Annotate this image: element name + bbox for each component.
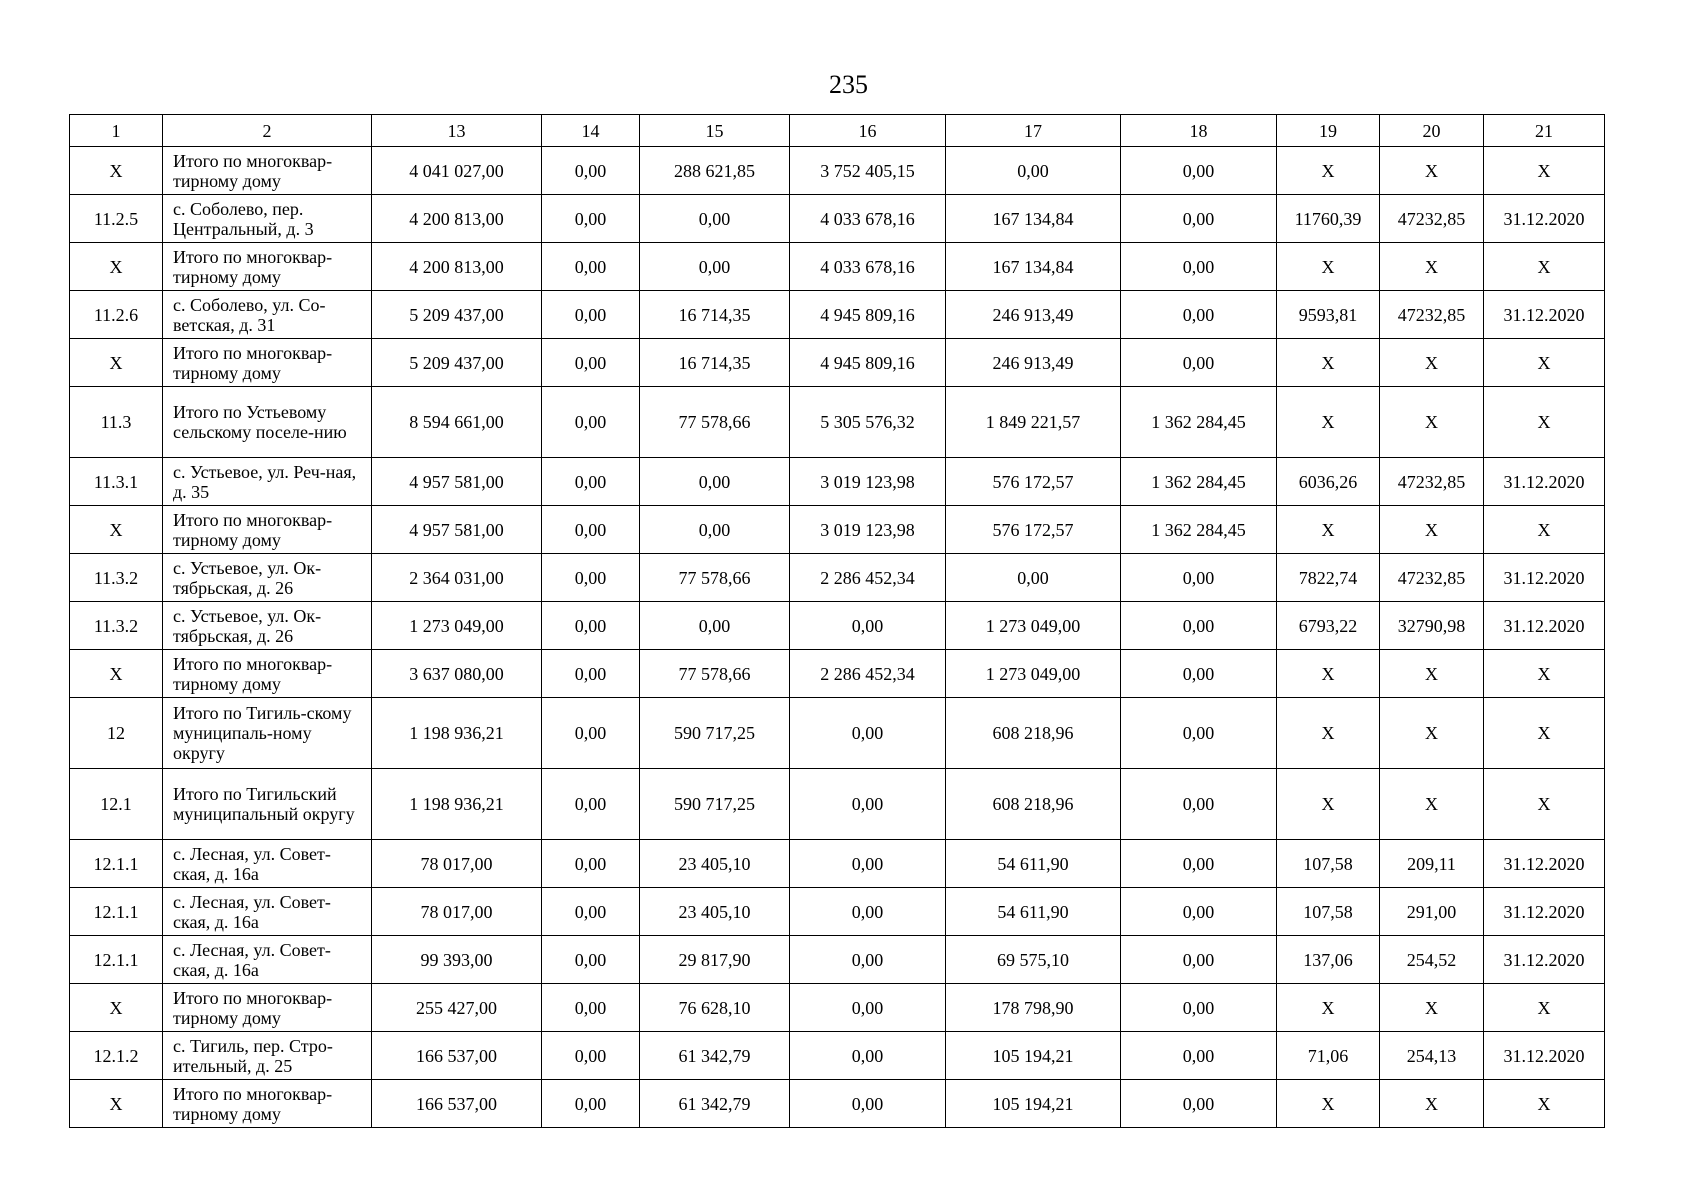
address-cell: с. Устьевое, ул. Ок-тябрьская, д. 26	[163, 554, 372, 602]
col-19-cell: X	[1277, 984, 1380, 1032]
col-14-cell: 0,00	[542, 602, 640, 650]
col-14-cell: 0,00	[542, 291, 640, 339]
col-17-cell: 69 575,10	[946, 936, 1121, 984]
row-number-cell: 12.1.2	[70, 1032, 163, 1080]
col-13-cell: 5 209 437,00	[372, 291, 542, 339]
col-15-cell: 23 405,10	[640, 888, 790, 936]
col-15-cell: 0,00	[640, 195, 790, 243]
col-15-cell: 23 405,10	[640, 840, 790, 888]
col-20-cell: 47232,85	[1380, 554, 1484, 602]
header-cell: 2	[163, 115, 372, 147]
row-number-cell: 11.3.2	[70, 554, 163, 602]
col-17-cell: 105 194,21	[946, 1032, 1121, 1080]
col-13-cell: 255 427,00	[372, 984, 542, 1032]
header-cell: 16	[790, 115, 946, 147]
address-cell: с. Тигиль, пер. Стро-ительный, д. 25	[163, 1032, 372, 1080]
col-17-cell: 576 172,57	[946, 506, 1121, 554]
page-number: 235	[829, 70, 868, 99]
col-19-cell: 7822,74	[1277, 554, 1380, 602]
col-13-cell: 3 637 080,00	[372, 650, 542, 698]
col-18-cell: 0,00	[1121, 554, 1277, 602]
col-18-cell: 0,00	[1121, 840, 1277, 888]
col-13-cell: 78 017,00	[372, 840, 542, 888]
col-20-cell: X	[1380, 387, 1484, 458]
row-number-cell: 11.2.5	[70, 195, 163, 243]
col-17-cell: 54 611,90	[946, 840, 1121, 888]
col-15-cell: 0,00	[640, 506, 790, 554]
col-14-cell: 0,00	[542, 387, 640, 458]
col-13-cell: 1 198 936,21	[372, 698, 542, 769]
col-18-cell: 1 362 284,45	[1121, 458, 1277, 506]
row-number-cell: X	[70, 506, 163, 554]
col-19-cell: X	[1277, 1080, 1380, 1128]
table-row	[70, 243, 1605, 291]
address-cell: с. Устьевое, ул. Ок-тябрьская, д. 26	[163, 602, 372, 650]
row-number-cell: X	[70, 243, 163, 291]
col-20-cell: 254,52	[1380, 936, 1484, 984]
table-row	[70, 147, 1605, 195]
table-row	[70, 195, 1605, 243]
col-17-cell: 608 218,96	[946, 769, 1121, 840]
col-20-cell: X	[1380, 769, 1484, 840]
col-18-cell: 0,00	[1121, 291, 1277, 339]
col-14-cell: 0,00	[542, 147, 640, 195]
table-row	[70, 769, 1605, 840]
address-cell: Итого по многоквар-тирному дому	[163, 1080, 372, 1128]
col-16-cell: 2 286 452,34	[790, 650, 946, 698]
col-21-cell: 31.12.2020	[1484, 936, 1605, 984]
col-15-cell: 590 717,25	[640, 698, 790, 769]
col-13-cell: 1 273 049,00	[372, 602, 542, 650]
col-20-cell: X	[1380, 1080, 1484, 1128]
col-14-cell: 0,00	[542, 769, 640, 840]
col-20-cell: X	[1380, 506, 1484, 554]
col-16-cell: 0,00	[790, 984, 946, 1032]
col-18-cell: 0,00	[1121, 339, 1277, 387]
col-21-cell: X	[1484, 769, 1605, 840]
address-cell: с. Лесная, ул. Совет-ская, д. 16а	[163, 888, 372, 936]
col-18-cell: 0,00	[1121, 1032, 1277, 1080]
row-number-cell: 12.1.1	[70, 840, 163, 888]
col-16-cell: 0,00	[790, 1080, 946, 1128]
col-16-cell: 2 286 452,34	[790, 554, 946, 602]
col-21-cell: 31.12.2020	[1484, 195, 1605, 243]
col-21-cell: X	[1484, 387, 1605, 458]
col-20-cell: X	[1380, 243, 1484, 291]
col-16-cell: 0,00	[790, 888, 946, 936]
col-21-cell: X	[1484, 339, 1605, 387]
col-14-cell: 0,00	[542, 1080, 640, 1128]
col-14-cell: 0,00	[542, 650, 640, 698]
row-number-cell: 11.2.6	[70, 291, 163, 339]
table-row	[70, 602, 1605, 650]
col-14-cell: 0,00	[542, 243, 640, 291]
col-14-cell: 0,00	[542, 554, 640, 602]
col-19-cell: 6793,22	[1277, 602, 1380, 650]
col-20-cell: 32790,98	[1380, 602, 1484, 650]
col-18-cell: 1 362 284,45	[1121, 387, 1277, 458]
table-row	[70, 888, 1605, 936]
col-19-cell: X	[1277, 147, 1380, 195]
col-15-cell: 77 578,66	[640, 554, 790, 602]
col-16-cell: 0,00	[790, 602, 946, 650]
row-number-cell: X	[70, 650, 163, 698]
col-16-cell: 0,00	[790, 936, 946, 984]
header-cell: 15	[640, 115, 790, 147]
address-cell: с. Лесная, ул. Совет-ская, д. 16а	[163, 936, 372, 984]
col-15-cell: 590 717,25	[640, 769, 790, 840]
col-14-cell: 0,00	[542, 1032, 640, 1080]
col-15-cell: 0,00	[640, 458, 790, 506]
header-cell: 14	[542, 115, 640, 147]
col-16-cell: 5 305 576,32	[790, 387, 946, 458]
col-17-cell: 0,00	[946, 147, 1121, 195]
col-20-cell: 254,13	[1380, 1032, 1484, 1080]
address-cell: с. Лесная, ул. Совет-ская, д. 16а	[163, 840, 372, 888]
col-16-cell: 3 019 123,98	[790, 506, 946, 554]
address-cell: Итого по многоквар-тирному дому	[163, 147, 372, 195]
col-19-cell: 71,06	[1277, 1032, 1380, 1080]
address-cell: с. Соболево, ул. Со-ветская, д. 31	[163, 291, 372, 339]
col-18-cell: 0,00	[1121, 769, 1277, 840]
col-18-cell: 0,00	[1121, 147, 1277, 195]
col-19-cell: X	[1277, 387, 1380, 458]
table-row	[70, 936, 1605, 984]
col-14-cell: 0,00	[542, 506, 640, 554]
col-21-cell: 31.12.2020	[1484, 888, 1605, 936]
col-18-cell: 0,00	[1121, 602, 1277, 650]
col-15-cell: 76 628,10	[640, 984, 790, 1032]
col-19-cell: X	[1277, 650, 1380, 698]
col-16-cell: 4 945 809,16	[790, 291, 946, 339]
col-21-cell: 31.12.2020	[1484, 840, 1605, 888]
col-19-cell: 137,06	[1277, 936, 1380, 984]
col-16-cell: 0,00	[790, 769, 946, 840]
col-21-cell: 31.12.2020	[1484, 554, 1605, 602]
col-14-cell: 0,00	[542, 888, 640, 936]
col-21-cell: X	[1484, 243, 1605, 291]
col-17-cell: 1 273 049,00	[946, 650, 1121, 698]
col-16-cell: 4 033 678,16	[790, 195, 946, 243]
col-15-cell: 61 342,79	[640, 1032, 790, 1080]
col-18-cell: 0,00	[1121, 195, 1277, 243]
col-15-cell: 0,00	[640, 602, 790, 650]
col-16-cell: 4 945 809,16	[790, 339, 946, 387]
col-21-cell: X	[1484, 698, 1605, 769]
col-18-cell: 0,00	[1121, 650, 1277, 698]
table-row	[70, 387, 1605, 458]
col-21-cell: 31.12.2020	[1484, 291, 1605, 339]
row-number-cell: X	[70, 339, 163, 387]
col-19-cell: 107,58	[1277, 840, 1380, 888]
row-number-cell: X	[70, 147, 163, 195]
table-row	[70, 506, 1605, 554]
col-17-cell: 54 611,90	[946, 888, 1121, 936]
col-14-cell: 0,00	[542, 339, 640, 387]
address-cell: Итого по Устьевому сельскому поселе-нию	[163, 387, 372, 458]
col-18-cell: 0,00	[1121, 888, 1277, 936]
col-19-cell: 9593,81	[1277, 291, 1380, 339]
col-19-cell: X	[1277, 339, 1380, 387]
col-19-cell: X	[1277, 769, 1380, 840]
col-20-cell: 47232,85	[1380, 195, 1484, 243]
row-number-cell: X	[70, 1080, 163, 1128]
col-19-cell: 107,58	[1277, 888, 1380, 936]
row-number-cell: X	[70, 984, 163, 1032]
row-number-cell: 11.3.2	[70, 602, 163, 650]
col-14-cell: 0,00	[542, 458, 640, 506]
row-number-cell: 12.1.1	[70, 936, 163, 984]
row-number-cell: 12.1	[70, 769, 163, 840]
col-21-cell: X	[1484, 1080, 1605, 1128]
col-16-cell: 0,00	[790, 840, 946, 888]
col-14-cell: 0,00	[542, 984, 640, 1032]
col-17-cell: 167 134,84	[946, 243, 1121, 291]
col-13-cell: 5 209 437,00	[372, 339, 542, 387]
col-15-cell: 0,00	[640, 243, 790, 291]
col-20-cell: X	[1380, 698, 1484, 769]
table-row	[70, 1032, 1605, 1080]
table-row	[70, 458, 1605, 506]
col-20-cell: 209,11	[1380, 840, 1484, 888]
col-16-cell: 4 033 678,16	[790, 243, 946, 291]
col-20-cell: 47232,85	[1380, 458, 1484, 506]
address-cell: Итого по Тигиль-скому муниципаль-ному округу	[163, 698, 372, 769]
table-header-row	[70, 115, 1605, 147]
col-18-cell: 0,00	[1121, 1080, 1277, 1128]
col-20-cell: X	[1380, 147, 1484, 195]
col-16-cell: 3 752 405,15	[790, 147, 946, 195]
col-14-cell: 0,00	[542, 698, 640, 769]
col-17-cell: 1 849 221,57	[946, 387, 1121, 458]
address-cell: Итого по многоквар-тирному дому	[163, 243, 372, 291]
col-21-cell: 31.12.2020	[1484, 458, 1605, 506]
col-13-cell: 8 594 661,00	[372, 387, 542, 458]
header-cell: 20	[1380, 115, 1484, 147]
col-21-cell: 31.12.2020	[1484, 602, 1605, 650]
col-15-cell: 29 817,90	[640, 936, 790, 984]
table-row	[70, 339, 1605, 387]
address-cell: Итого по многоквар-тирному дому	[163, 506, 372, 554]
table-row	[70, 698, 1605, 769]
col-15-cell: 16 714,35	[640, 291, 790, 339]
col-13-cell: 4 957 581,00	[372, 506, 542, 554]
data-table	[69, 114, 1605, 1128]
col-17-cell: 0,00	[946, 554, 1121, 602]
col-13-cell: 166 537,00	[372, 1032, 542, 1080]
col-21-cell: X	[1484, 984, 1605, 1032]
col-17-cell: 1 273 049,00	[946, 602, 1121, 650]
col-17-cell: 105 194,21	[946, 1080, 1121, 1128]
col-18-cell: 0,00	[1121, 984, 1277, 1032]
col-13-cell: 4 957 581,00	[372, 458, 542, 506]
col-13-cell: 4 041 027,00	[372, 147, 542, 195]
col-20-cell: X	[1380, 339, 1484, 387]
col-18-cell: 0,00	[1121, 936, 1277, 984]
col-13-cell: 1 198 936,21	[372, 769, 542, 840]
table-row	[70, 554, 1605, 602]
col-13-cell: 2 364 031,00	[372, 554, 542, 602]
col-13-cell: 78 017,00	[372, 888, 542, 936]
col-17-cell: 178 798,90	[946, 984, 1121, 1032]
col-21-cell: X	[1484, 650, 1605, 698]
header-cell: 18	[1121, 115, 1277, 147]
header-cell: 21	[1484, 115, 1605, 147]
col-19-cell: 6036,26	[1277, 458, 1380, 506]
col-17-cell: 246 913,49	[946, 291, 1121, 339]
table-row	[70, 984, 1605, 1032]
col-14-cell: 0,00	[542, 840, 640, 888]
col-21-cell: 31.12.2020	[1484, 1032, 1605, 1080]
table-row	[70, 840, 1605, 888]
col-20-cell: X	[1380, 650, 1484, 698]
col-18-cell: 1 362 284,45	[1121, 506, 1277, 554]
col-17-cell: 167 134,84	[946, 195, 1121, 243]
col-16-cell: 3 019 123,98	[790, 458, 946, 506]
col-19-cell: X	[1277, 506, 1380, 554]
col-17-cell: 576 172,57	[946, 458, 1121, 506]
col-14-cell: 0,00	[542, 936, 640, 984]
col-15-cell: 77 578,66	[640, 387, 790, 458]
col-17-cell: 608 218,96	[946, 698, 1121, 769]
col-20-cell: 47232,85	[1380, 291, 1484, 339]
address-cell: с. Соболево, пер. Центральный, д. 3	[163, 195, 372, 243]
table-row	[70, 1080, 1605, 1128]
address-cell: Итого по Тигильский муниципальный округу	[163, 769, 372, 840]
row-number-cell: 11.3.1	[70, 458, 163, 506]
col-19-cell: 11760,39	[1277, 195, 1380, 243]
col-15-cell: 77 578,66	[640, 650, 790, 698]
col-17-cell: 246 913,49	[946, 339, 1121, 387]
header-cell: 19	[1277, 115, 1380, 147]
col-21-cell: X	[1484, 147, 1605, 195]
col-18-cell: 0,00	[1121, 243, 1277, 291]
col-13-cell: 99 393,00	[372, 936, 542, 984]
col-16-cell: 0,00	[790, 698, 946, 769]
col-15-cell: 16 714,35	[640, 339, 790, 387]
address-cell: Итого по многоквар-тирному дому	[163, 650, 372, 698]
col-20-cell: X	[1380, 984, 1484, 1032]
col-15-cell: 61 342,79	[640, 1080, 790, 1128]
col-14-cell: 0,00	[542, 195, 640, 243]
header-cell: 13	[372, 115, 542, 147]
row-number-cell: 12	[70, 698, 163, 769]
table-row	[70, 650, 1605, 698]
col-19-cell: X	[1277, 698, 1380, 769]
address-cell: с. Устьевое, ул. Реч-ная, д. 35	[163, 458, 372, 506]
header-cell: 1	[70, 115, 163, 147]
table-row	[70, 291, 1605, 339]
address-cell: Итого по многоквар-тирному дому	[163, 984, 372, 1032]
col-13-cell: 166 537,00	[372, 1080, 542, 1128]
col-20-cell: 291,00	[1380, 888, 1484, 936]
col-16-cell: 0,00	[790, 1032, 946, 1080]
row-number-cell: 12.1.1	[70, 888, 163, 936]
col-13-cell: 4 200 813,00	[372, 243, 542, 291]
col-19-cell: X	[1277, 243, 1380, 291]
col-13-cell: 4 200 813,00	[372, 195, 542, 243]
col-18-cell: 0,00	[1121, 698, 1277, 769]
address-cell: Итого по многоквар-тирному дому	[163, 339, 372, 387]
col-21-cell: X	[1484, 506, 1605, 554]
header-cell: 17	[946, 115, 1121, 147]
col-15-cell: 288 621,85	[640, 147, 790, 195]
row-number-cell: 11.3	[70, 387, 163, 458]
